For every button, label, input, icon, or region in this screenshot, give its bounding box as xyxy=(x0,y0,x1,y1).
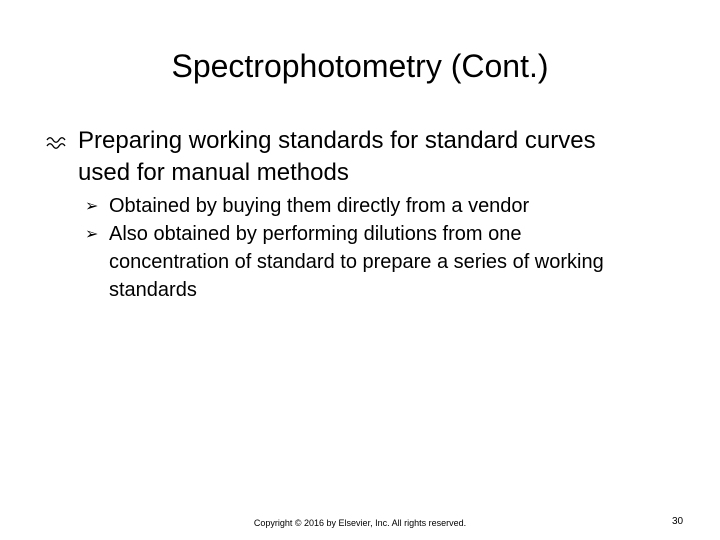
sub-bullet-text: Also obtained by performing dilutions from one concentration of standard to prepare a series of working standards xyxy=(109,223,604,301)
main-bullet-text: Preparing working standards for standard curves used for manual methods xyxy=(78,127,596,186)
arrow-bullet-icon: ➢ xyxy=(85,196,99,215)
sub-bullet-item xyxy=(85,192,685,220)
arrow-bullet-icon: ➢ xyxy=(85,224,99,243)
page-number: 30 xyxy=(672,516,684,527)
sub-bullet-list xyxy=(85,192,685,304)
wavy-bullet-icon xyxy=(46,135,66,151)
sub-bullet-text: Obtained by buying them directly from a vendor xyxy=(109,195,530,217)
sub-bullet-item xyxy=(85,220,685,304)
copyright-footer: Copyright © 2016 by Elsevier, Inc. All rights reserved. xyxy=(253,518,467,528)
slide-title: Spectrophotometry (Cont.) xyxy=(171,48,549,84)
